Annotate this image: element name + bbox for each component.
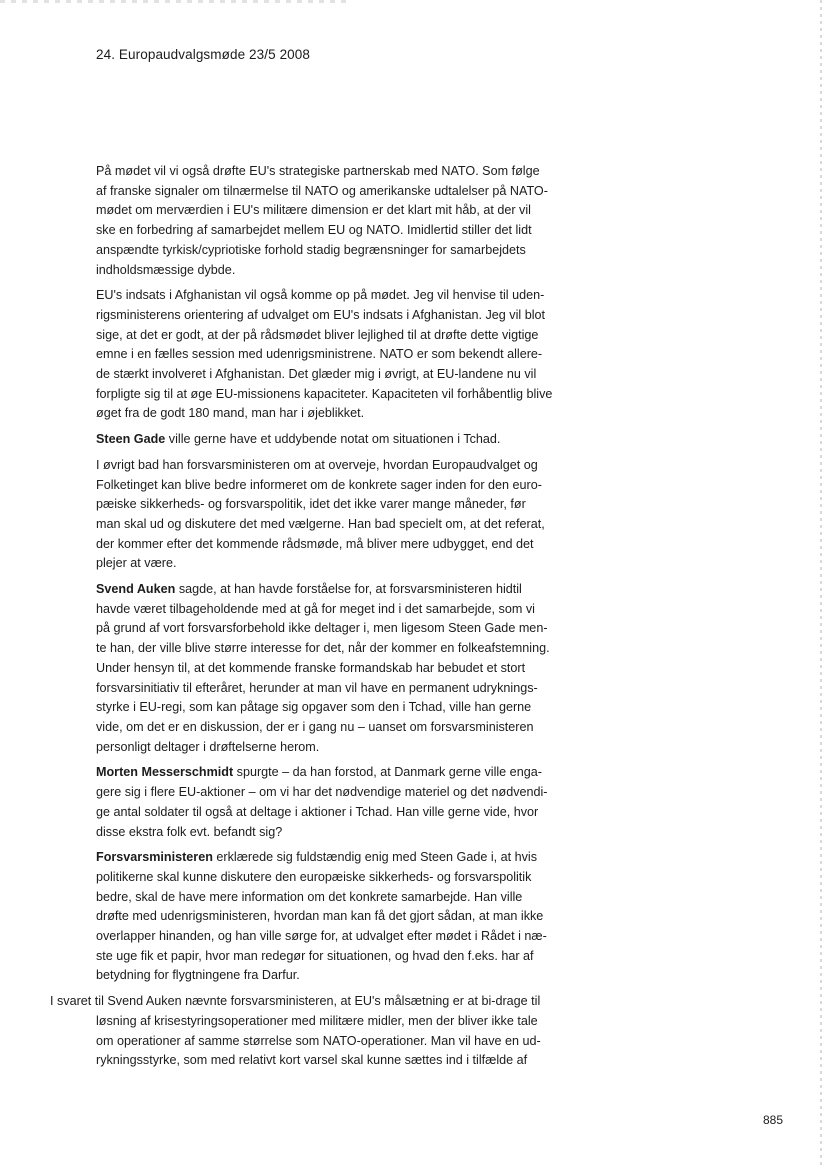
line-text: på grund af vort forsvarsforbehold ikke deltager i, men ligesom Steen Gade men- (96, 621, 548, 636)
line-text: forpligte sig til at øge EU-missionens kapaciteter. Kapaciteten vil forhåbentlig blive (96, 386, 553, 401)
line-text: ske en forbedring af samarbejdet mellem EU og NATO. Imidlertid stiller det lidt (96, 223, 532, 238)
speaker-name: Svend Auken (96, 582, 176, 597)
paragraph (96, 456, 586, 574)
text-line (96, 783, 586, 803)
text-line (96, 639, 586, 659)
text-line (96, 659, 586, 679)
text-line (50, 1051, 586, 1071)
text-line (96, 201, 586, 221)
line-text: disse ekstra folk evt. befandt sig? (96, 824, 283, 839)
line-text: overlapper hinanden, og han ville sørge for, at udvalget efter mødet i Rådet i næ- (96, 929, 547, 944)
text-line (96, 404, 586, 424)
line-text: gere sig i flere EU-aktioner – om vi har det nødvendige materiel og det nødvendi- (96, 785, 548, 800)
text-line (50, 992, 586, 1012)
text-line (96, 803, 586, 823)
line-text: anspændte tyrkisk/cypriotiske forhold stadig begrænsninger for samarbejdets (96, 242, 526, 257)
line-text: af franske signaler om tilnærmelse til NATO og amerikanske udtalelser på NATO- (96, 183, 548, 198)
text-line (96, 554, 586, 574)
page-number: 885 (763, 1113, 784, 1127)
page-header: 24. Europaudvalgsmøde 23/5 2008 (96, 47, 310, 62)
paragraph (96, 580, 586, 757)
text-line (96, 888, 586, 908)
document-body (50, 162, 586, 1077)
text-line (96, 907, 586, 927)
text-line (96, 868, 586, 888)
text-line (96, 823, 586, 843)
line-text: indholdsmæssige dybde. (96, 262, 236, 277)
text-line (50, 1032, 586, 1052)
line-text: styrke i EU-regi, som kan påtage sig opgaver som den i Tchad, ville han gerne (96, 700, 532, 715)
paragraph (96, 430, 586, 450)
paragraph (96, 763, 586, 842)
text-line (96, 326, 586, 346)
text-line (96, 456, 586, 476)
line-text: løsning af krisestyringsoperationer med militære midler, men der bliver ikke tale (96, 1013, 538, 1028)
line-text: ville gerne have et uddybende notat om situationen i Tchad. (165, 432, 501, 447)
text-line (96, 580, 586, 600)
line-text: drøfte med udenrigsministeren, hvordan man kan få det gjort sådan, at man ikke (96, 909, 544, 924)
line-text: plejer at være. (96, 556, 177, 571)
scan-artifact-top (0, 0, 350, 3)
line-text: personligt deltager i drøftelserne herom. (96, 739, 320, 754)
line-text: bedre, skal de have mere information om det konkrete samarbejde. Han ville (96, 889, 523, 904)
text-line (96, 698, 586, 718)
paragraph (96, 848, 586, 986)
text-line (96, 947, 586, 967)
line-text: emne i en fælles session med udenrigsministrene. NATO er som bekendt allere- (96, 347, 543, 362)
line-text: rigsministerens orientering af udvalget om EU's indsats i Afghanistan. Jeg vil blot (96, 307, 546, 322)
text-line (96, 763, 586, 783)
line-text: betydning for flygtningene fra Darfur. (96, 968, 300, 983)
text-line (96, 966, 586, 986)
scan-artifact-edge (820, 0, 822, 1167)
line-text: ste uge fik et papir, hvor man redegør for situationen, og hvad den f.eks. har af (96, 948, 534, 963)
text-line (96, 679, 586, 699)
text-line (96, 927, 586, 947)
line-text: de stærkt involveret i Afghanistan. Det glæder mig i øvrigt, at EU-landene nu vil (96, 367, 537, 382)
text-line (96, 619, 586, 639)
line-text: havde været tilbageholdende med at gå for meget ind i det samarbejde, som vi (96, 601, 535, 616)
line-text: Under hensyn til, at det kommende franske formandskab har bebudet et stort (96, 660, 526, 675)
text-line (96, 848, 586, 868)
text-line (96, 430, 586, 450)
text-line (96, 182, 586, 202)
text-line (96, 221, 586, 241)
line-text: mødet om merværdien i EU's militære dimension er det klart mit håb, at der vil (96, 203, 531, 218)
text-line (96, 162, 586, 182)
paragraph (96, 286, 586, 424)
paragraph (96, 162, 586, 280)
line-text: man skal ud og diskutere det med vælgerne. Han bad specielt om, at det referat, (96, 516, 545, 531)
line-text: Folketinget kan blive bedre informeret om de konkrete sager inden for den euro- (96, 477, 542, 492)
text-line (96, 495, 586, 515)
paragraph (50, 992, 586, 1071)
text-line (96, 261, 586, 281)
line-text: I øvrigt bad han forsvarsministeren om at overveje, hvordan Europaudvalget og (96, 457, 538, 472)
text-line (96, 385, 586, 405)
text-line (96, 535, 586, 555)
speaker-name: Forsvarsministeren (96, 850, 213, 865)
text-line (96, 306, 586, 326)
text-line (96, 476, 586, 496)
line-text: ge antal soldater til også at deltage i aktioner i Tchad. Han ville gerne vide, hvor (96, 804, 539, 819)
line-text: pæiske sikkerheds- og forsvarspolitik, idet det ikke varer mange måneder, før (96, 497, 526, 512)
line-text: EU's indsats i Afghanistan vil også komme op på mødet. Jeg vil henvise til uden- (96, 288, 545, 303)
line-text: der kommer efter det kommende rådsmøde, må bliver mere udbygget, end det (96, 536, 534, 551)
text-line (96, 365, 586, 385)
text-line (96, 600, 586, 620)
line-text: sige, at det er godt, at der på rådsmødet bliver lejlighed til at drøfte dette vigtige (96, 327, 539, 342)
line-text: spurgte – da han forstod, at Danmark gerne ville enga- (233, 765, 542, 780)
line-text: erklærede sig fuldstændig enig med Steen Gade i, at hvis (212, 850, 538, 865)
line-text: I svaret til Svend Auken nævnte forsvarsministeren, at EU's målsætning er at bi-drage til (50, 994, 541, 1009)
line-text: te han, der ville blive større interesse for det, når der kommer en folkeafstemning. (96, 641, 550, 656)
text-line (96, 718, 586, 738)
text-line (50, 1012, 586, 1032)
text-line (96, 738, 586, 758)
text-line (96, 286, 586, 306)
speaker-name: Morten Messerschmidt (96, 765, 234, 780)
text-line (96, 345, 586, 365)
line-text: politikerne skal kunne diskutere den europæiske sikkerheds- og forsvarspolitik (96, 869, 532, 884)
text-line (96, 515, 586, 535)
line-text: På mødet vil vi også drøfte EU's strategiske partnerskab med NATO. Som følge (96, 164, 540, 178)
line-text: om operationer af samme størrelse som NATO-operationer. Man vil have en ud- (96, 1033, 541, 1048)
line-text: vide, om det er en diskussion, der er i gang nu – uanset om forsvarsministeren (96, 719, 534, 734)
line-text: øget fra de godt 180 mand, man har i øjeblikket. (96, 406, 365, 421)
speaker-name: Steen Gade (96, 432, 166, 447)
line-text: rykningsstyrke, som med relativt kort varsel skal kunne sættes ind i tilfælde af (96, 1053, 528, 1068)
line-text: forsvarsinitiativ til efteråret, herunder at man vil have en permanent udryknings- (96, 680, 538, 695)
line-text: sagde, at han havde forståelse for, at forsvarsministeren hidtil (175, 582, 522, 597)
text-line (96, 241, 586, 261)
